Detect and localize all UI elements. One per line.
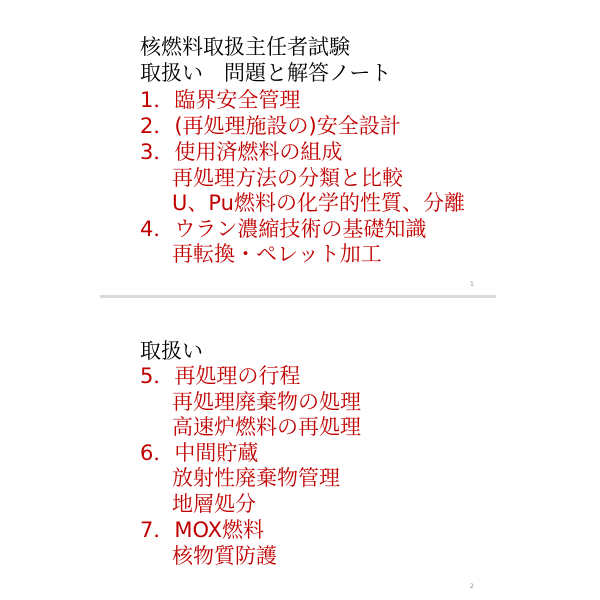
slide-page-1 [0,0,600,298]
list-item: 7．MOX燃料 [140,518,265,542]
page-title: 取扱い [140,339,203,363]
list-item: 1．臨界安全管理 [140,88,301,112]
page-title-line-1: 核燃料取扱主任者試験 [140,35,350,59]
page-number: 2 [470,583,474,590]
list-item: 3．使用済燃料の組成 [140,140,343,164]
list-subitem: 核物質防護 [172,544,277,568]
slide-page-2 [0,300,600,598]
list-item: 5．再処理の行程 [140,364,301,388]
list-item: 2．(再処理施設の)安全設計 [140,114,401,138]
page-number: 1 [470,281,474,288]
list-item: 4．ウラン濃縮技術の基礎知識 [140,217,427,241]
list-subitem: 再処理方法の分類と比較 [172,166,403,190]
list-subitem: U、Pu燃料の化学的性質、分離 [172,191,465,215]
list-subitem: 地層処分 [172,492,256,516]
page-title-line-2: 取扱い 問題と解答ノート [140,61,392,85]
page-divider [100,295,496,298]
list-item: 6．中間貯蔵 [140,441,259,465]
list-subitem: 放射性廃棄物管理 [172,466,340,490]
list-subitem: 高速炉燃料の再処理 [172,415,361,439]
list-subitem: 再転換・ペレット加工 [172,242,382,266]
list-subitem: 再処理廃棄物の処理 [172,390,361,414]
